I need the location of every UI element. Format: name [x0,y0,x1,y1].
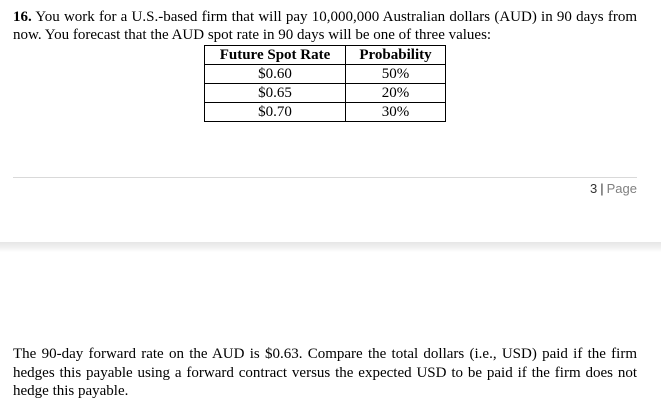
page-footer [590,181,637,197]
table-row [205,84,446,103]
table-row [205,65,446,84]
question-number: 16. [13,9,32,25]
table-cell-rate: $0.60 [205,65,346,84]
table-cell-probability: 20% [346,84,446,103]
footer-separator: | [600,181,604,196]
page-number: 3 [590,181,598,196]
table-cell-probability: 50% [346,65,446,84]
question-text: You work for a U.S.-based firm that will pay 10,000,000 Australian dollars (AUD) in 90 days from now. You forecast that the AUD spot rate in 90 days will be one of three values: [13,9,637,43]
question-16 [13,8,637,44]
table-cell-rate: $0.65 [205,84,346,103]
spot-rate-table [204,45,446,122]
page-label: Page [606,181,637,196]
header-future-spot-rate: Future Spot Rate [205,46,346,65]
header-probability: Probability [346,46,446,65]
followup-paragraph: The 90-day forward rate on the AUD is $0.63. Compare the total dollars (i.e., USD) paid if the firm hedges this payable using a forward contract versus the expected USD to be paid if the firm does not hedge this payable. [13,346,637,399]
document-page-4 [0,252,661,412]
table-header-row [205,46,446,65]
page-break [0,242,661,252]
table-cell-probability: 30% [346,103,446,122]
table-cell-rate: $0.70 [205,103,346,122]
table-row [205,103,446,122]
footer-divider [13,177,637,178]
